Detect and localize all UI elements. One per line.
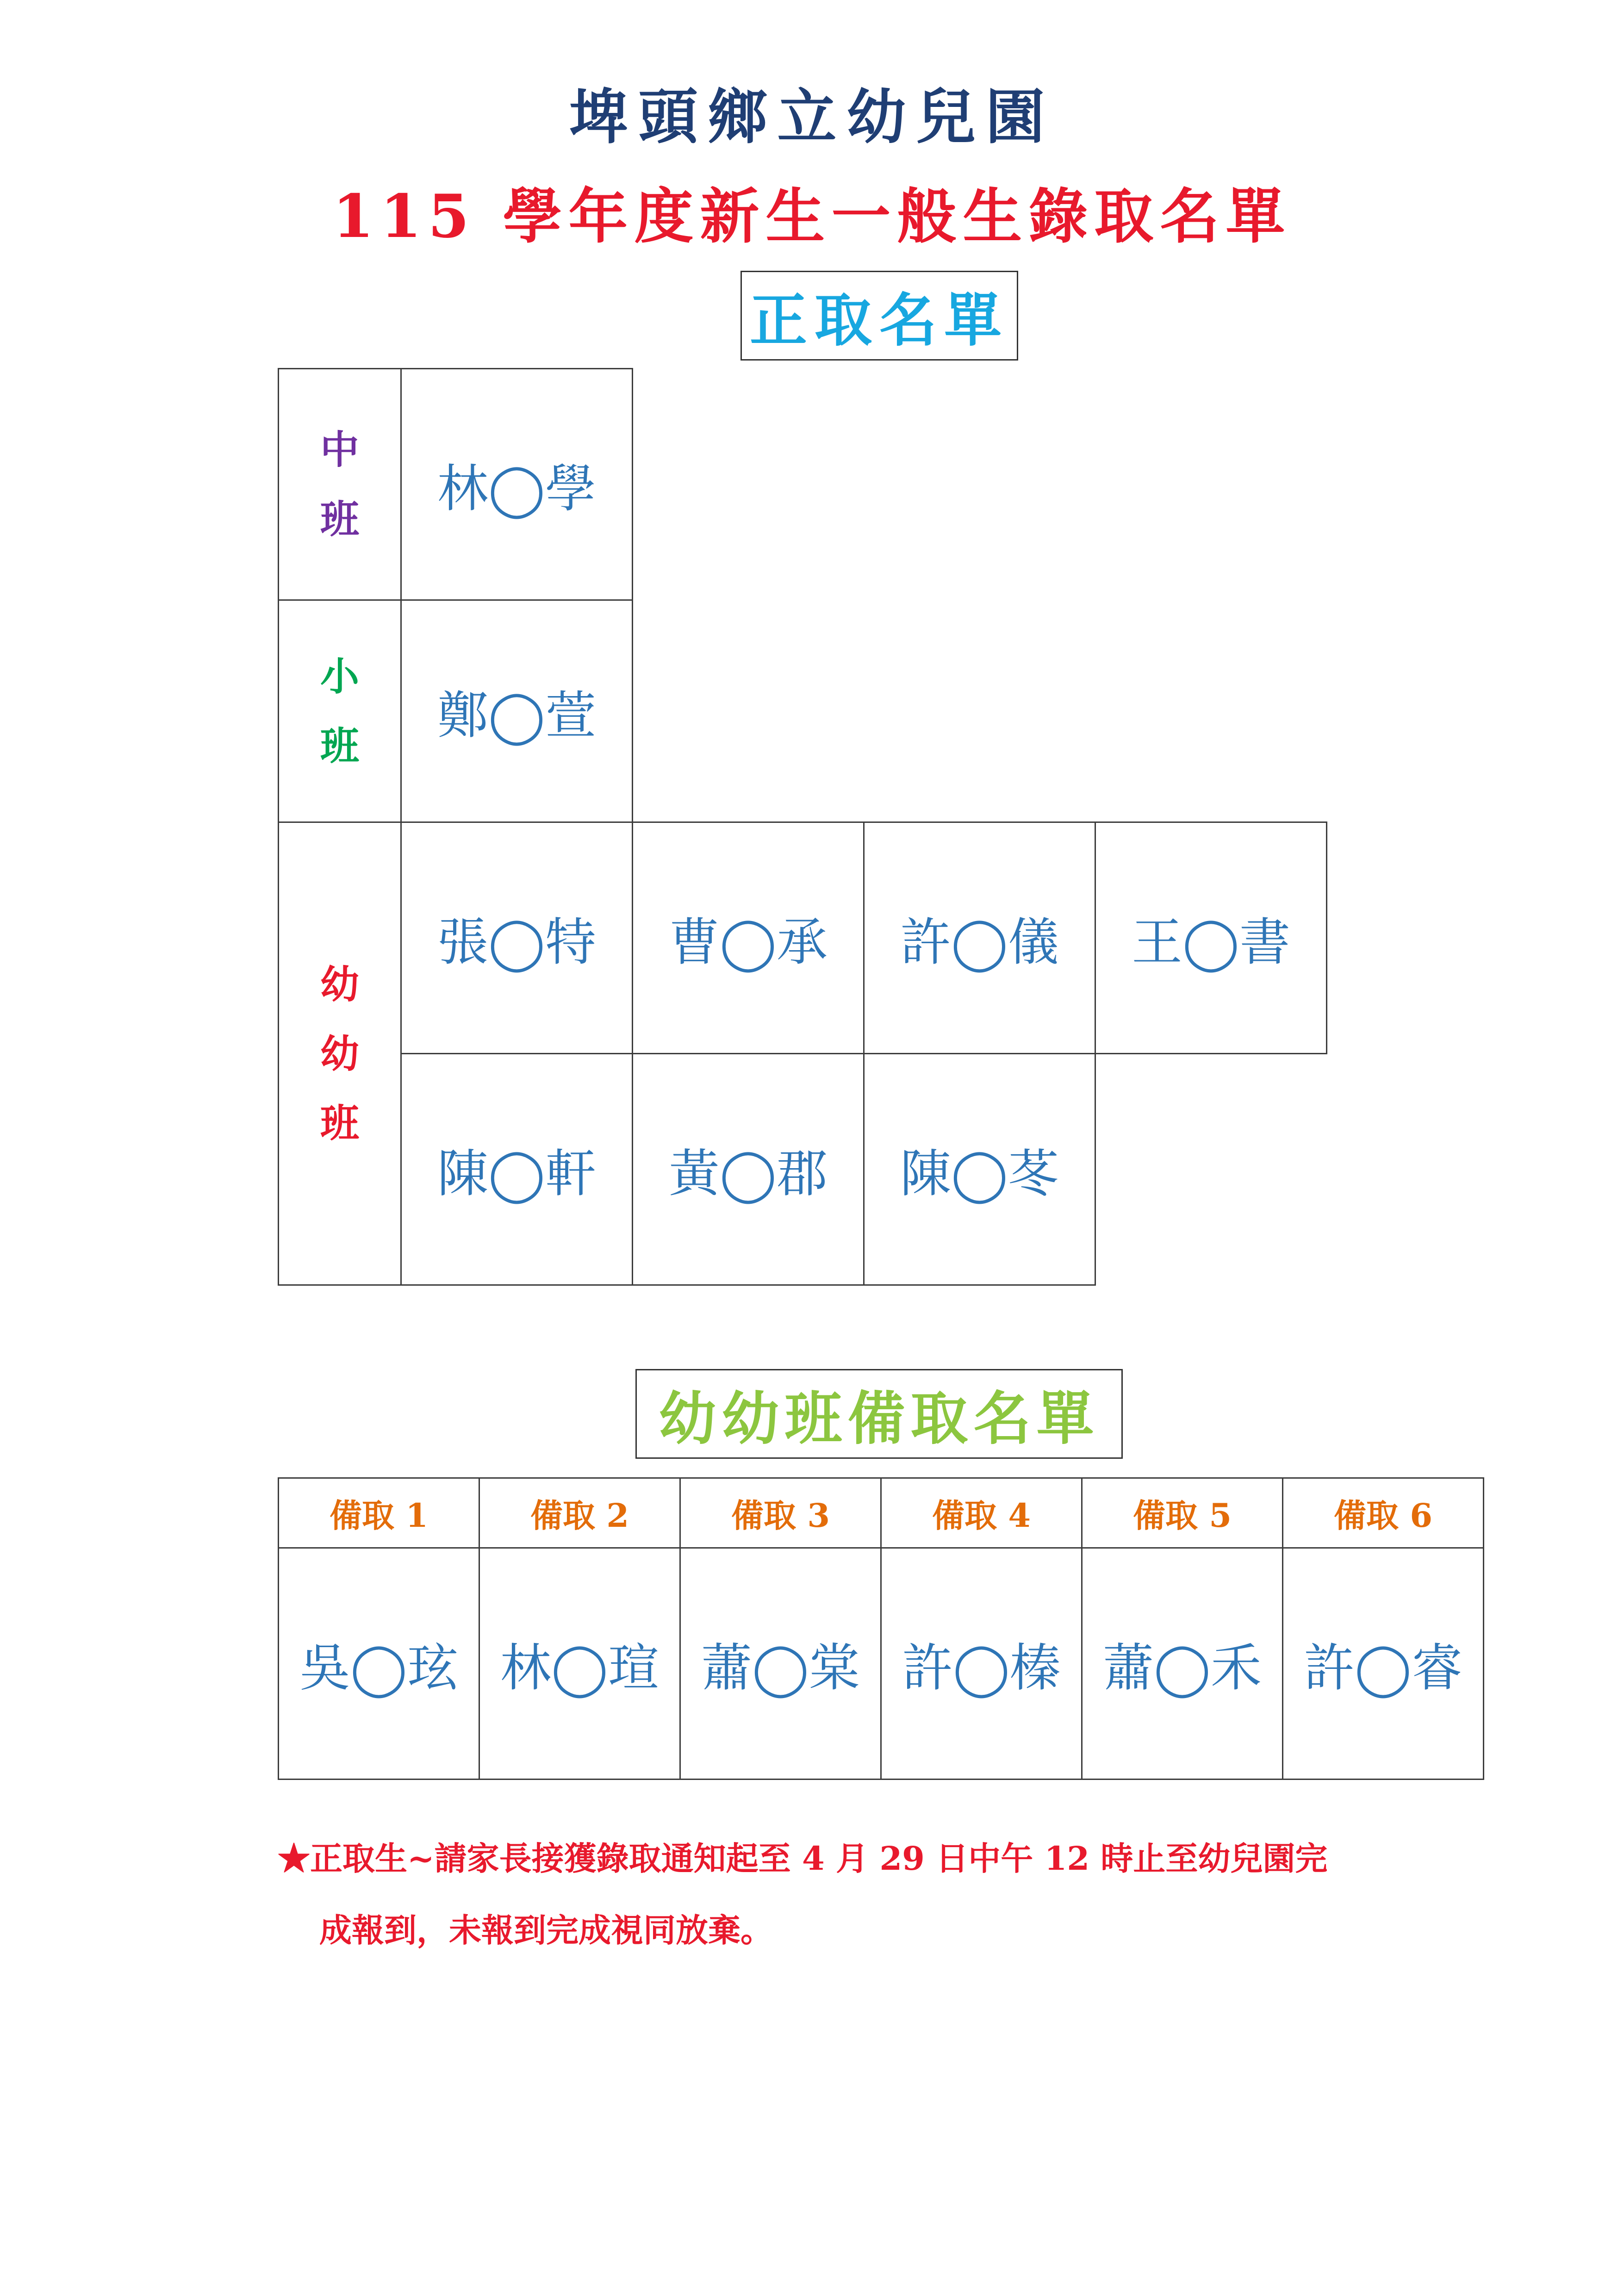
waitlist-name-cell: 蕭◯禾	[1081, 1547, 1283, 1780]
waitlist-name-cell: 許◯榛	[880, 1547, 1083, 1780]
admitted-name-cell: 王◯書	[1095, 821, 1327, 1054]
waitlist-name-cell: 吳◯玹	[278, 1547, 480, 1780]
waitlist-column-header: 備取 6	[1282, 1477, 1484, 1549]
class-label-char: 班	[320, 496, 359, 542]
waitlist-column-header: 備取 1	[278, 1477, 480, 1549]
admitted-name-cell: 曹◯承	[632, 821, 865, 1054]
class-label-small	[278, 599, 402, 823]
waitlist-column-header: 備取 4	[880, 1477, 1083, 1549]
waitlist-name-cell: 林◯瑄	[479, 1547, 681, 1780]
class-label-char: 幼	[320, 961, 359, 1007]
class-label-toddler	[278, 821, 402, 1286]
admitted-name-cell: 黃◯郡	[632, 1053, 865, 1286]
notice-text-continued: 成報到，未報到完成視同放棄。	[319, 1911, 773, 1949]
admitted-name-cell: 陳◯苳	[863, 1053, 1096, 1286]
admitted-name-cell: 張◯特	[400, 821, 633, 1054]
admitted-name-cell: 鄭◯萱	[400, 599, 633, 823]
document-title: 115 學年度新生一般生錄取名單	[332, 182, 1292, 251]
notice-text: ★正取生~請家長接獲錄取通知起至 4 月 29 日中午 12 時止至幼兒園完	[278, 1839, 1328, 1878]
class-label-char: 幼	[320, 1031, 359, 1076]
admitted-list-heading: 正取名單	[740, 271, 1018, 361]
admitted-name-cell: 林◯學	[400, 368, 633, 601]
admitted-name-cell: 許◯儀	[863, 821, 1096, 1054]
waitlist-column-header: 備取 3	[679, 1477, 882, 1549]
school-name: 埤頭鄉立幼兒園	[569, 82, 1055, 152]
waitlist-heading: 幼幼班備取名單	[635, 1369, 1123, 1459]
class-label-char: 班	[320, 1100, 359, 1146]
waitlist-column-header: 備取 5	[1081, 1477, 1283, 1549]
class-label-middle	[278, 368, 402, 601]
class-label-char: 小	[320, 653, 359, 699]
class-label-char: 班	[320, 723, 359, 769]
admitted-name-cell: 陳◯軒	[400, 1053, 633, 1286]
waitlist-name-cell: 許◯睿	[1282, 1547, 1484, 1780]
waitlist-column-header: 備取 2	[479, 1477, 681, 1549]
waitlist-name-cell: 蕭◯棠	[679, 1547, 882, 1780]
class-label-char: 中	[320, 427, 359, 473]
